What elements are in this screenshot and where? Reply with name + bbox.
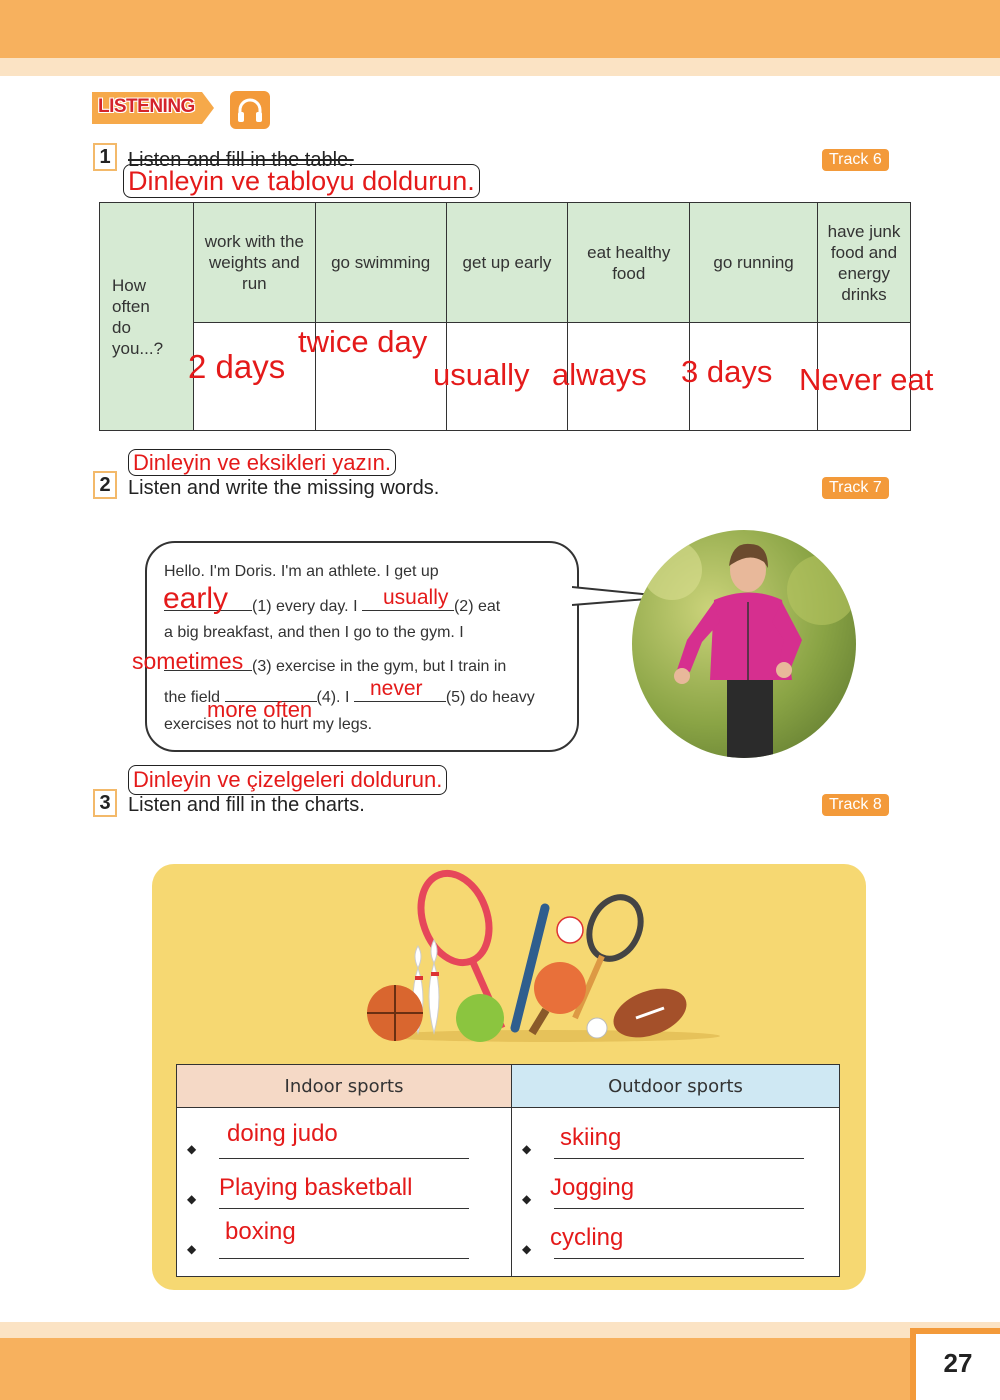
exercise-2-number: 2 bbox=[93, 471, 117, 499]
outdoor-item[interactable] bbox=[522, 1116, 822, 1166]
bubble-line-5-start: the field bbox=[164, 689, 221, 706]
indoor-sports-cell bbox=[177, 1108, 512, 1277]
exercise-2-translation: Dinleyin ve eksikleri yazın. bbox=[128, 449, 396, 476]
exercise-3-translation: Dinleyin ve çizelgeleri doldurun. bbox=[128, 765, 447, 795]
answer-never: never bbox=[370, 677, 423, 700]
section-label: LISTENING bbox=[98, 96, 195, 117]
indoor-item[interactable] bbox=[187, 1116, 487, 1166]
track-6-badge[interactable]: Track 6 bbox=[822, 149, 889, 171]
indoor-answer: Playing basketball bbox=[219, 1174, 413, 1201]
top-band-light bbox=[0, 58, 1000, 76]
exercise-1-instruction: Listen and fill in the table. bbox=[128, 149, 354, 171]
answer-line bbox=[554, 1208, 804, 1209]
answer-line bbox=[554, 1258, 804, 1259]
headphones-icon bbox=[230, 91, 270, 129]
bubble-line-2-text: (1) every day. I bbox=[252, 598, 358, 615]
answer-go-swimming: twice day bbox=[298, 324, 428, 359]
bubble-line-5-mid: (4). I bbox=[316, 689, 350, 706]
bubble-line-2-end: (2) eat bbox=[453, 598, 501, 615]
bubble-line-5-end: (5) do heavy bbox=[445, 689, 535, 706]
outdoor-answer: skiing bbox=[560, 1124, 622, 1151]
answer-go-running: 3 days bbox=[681, 354, 773, 389]
bubble-line-4-text: (3) exercise in the gym, but I train in bbox=[252, 658, 507, 675]
outdoor-item[interactable] bbox=[522, 1216, 822, 1266]
answer-line bbox=[219, 1258, 469, 1259]
bubble-line-3: a big breakfast, and then I go to the gym. I bbox=[164, 624, 464, 641]
sports-equipment-illustration bbox=[360, 868, 740, 1048]
indoor-sports-header: Indoor sports bbox=[177, 1065, 512, 1108]
outdoor-answer: Jogging bbox=[550, 1174, 635, 1201]
exercise-1-translation: Dinleyin ve tabloyu doldurun. bbox=[123, 164, 480, 198]
top-band bbox=[0, 0, 1000, 58]
bullet-icon: ◆ bbox=[187, 1142, 197, 1156]
bullet-icon: ◆ bbox=[522, 1142, 532, 1156]
how-often-label: How often do you...? bbox=[112, 275, 164, 358]
bubble-line-1: Hello. I'm Doris. I'm an athlete. I get up bbox=[164, 563, 439, 580]
answer-more-often: more often bbox=[207, 697, 313, 722]
bottom-band-light bbox=[0, 1322, 1000, 1338]
column-header: go swimming bbox=[315, 203, 446, 323]
bullet-icon: ◆ bbox=[187, 1192, 197, 1206]
bullet-icon: ◆ bbox=[522, 1192, 532, 1206]
indoor-item[interactable] bbox=[187, 1166, 487, 1216]
answer-line bbox=[554, 1158, 804, 1159]
column-header: work with the weights and run bbox=[193, 203, 315, 323]
exercise-3-instruction: Listen and fill in the charts. bbox=[128, 794, 365, 816]
page-number-box bbox=[910, 1328, 1000, 1400]
bullet-icon: ◆ bbox=[187, 1242, 197, 1256]
answer-work-weights: 2 days bbox=[188, 348, 286, 385]
outdoor-sports-header: Outdoor sports bbox=[512, 1065, 840, 1108]
column-header-text: have junk food and energy drinks bbox=[827, 221, 901, 304]
row-label-cell bbox=[100, 203, 194, 431]
answer-usually: usually bbox=[383, 586, 449, 609]
indoor-answer: doing judo bbox=[227, 1120, 338, 1147]
track-7-badge[interactable]: Track 7 bbox=[822, 477, 889, 499]
outdoor-answer: cycling bbox=[550, 1224, 624, 1251]
exercise-3-number: 3 bbox=[93, 789, 117, 817]
column-header: get up early bbox=[446, 203, 568, 323]
answer-eat-healthy: always bbox=[552, 357, 647, 392]
track-8-badge[interactable]: Track 8 bbox=[822, 794, 889, 816]
exercise-2-instruction: Listen and write the missing words. bbox=[128, 477, 440, 499]
answer-line bbox=[219, 1208, 469, 1209]
answer-sometimes: sometimes bbox=[132, 648, 244, 674]
indoor-answer: boxing bbox=[225, 1218, 296, 1245]
bullet-icon: ◆ bbox=[522, 1242, 532, 1256]
sports-chart bbox=[176, 1064, 840, 1277]
indoor-item[interactable] bbox=[187, 1216, 487, 1266]
bottom-band bbox=[0, 1338, 1000, 1400]
answer-junk-food: Never eat bbox=[799, 362, 934, 397]
outdoor-item[interactable] bbox=[522, 1166, 822, 1216]
column-header: eat healthy food bbox=[568, 203, 690, 323]
outdoor-sports-cell bbox=[512, 1108, 840, 1277]
page-number: 27 bbox=[943, 1348, 973, 1378]
answer-get-up-early: usually bbox=[433, 357, 530, 392]
listening-tag bbox=[92, 92, 202, 124]
athlete-photo bbox=[632, 530, 856, 758]
frequency-table bbox=[99, 202, 911, 431]
answer-line bbox=[219, 1158, 469, 1159]
exercise-1-number: 1 bbox=[93, 143, 117, 171]
column-header: go running bbox=[690, 203, 818, 323]
bubble-line-6: exercises not to hurt my legs. bbox=[164, 716, 373, 733]
column-header bbox=[818, 203, 911, 323]
answer-early: early bbox=[163, 582, 229, 615]
